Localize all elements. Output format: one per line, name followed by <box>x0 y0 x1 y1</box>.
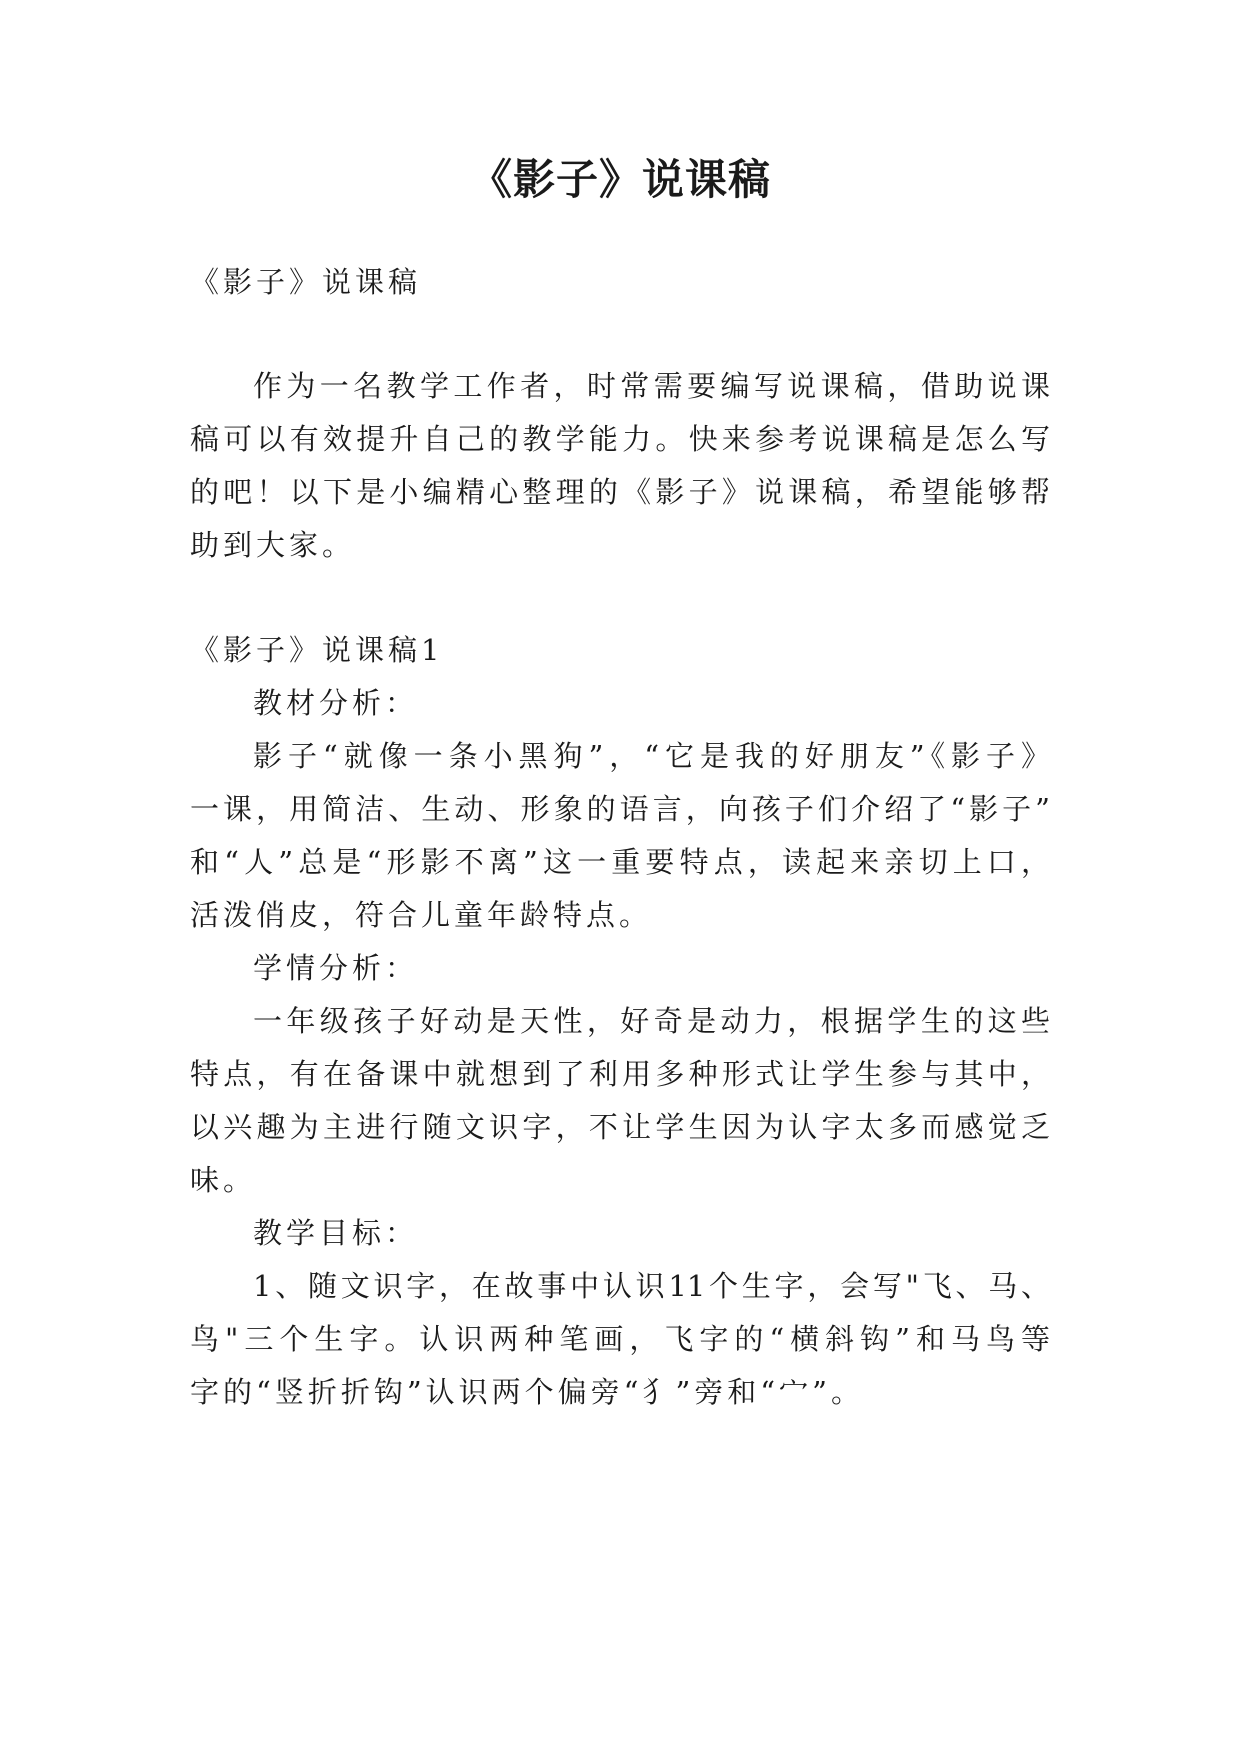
learner-line-1: 一年级孩子好动是天性，好奇是动力，根据学生的这些 <box>253 1004 1050 1038</box>
learner-line-3: 以兴趣为主进行随文识字，不让学生因为认字太多而感觉乏 <box>190 1110 1050 1144</box>
learner-line-4: 味。 <box>190 1163 257 1197</box>
material-heading: 教材分析： <box>253 686 419 720</box>
intro-line-2: 稿可以有效提升自己的教学能力。快来参考说课稿是怎么写 <box>190 422 1050 456</box>
goals-heading: 教学目标： <box>253 1216 419 1250</box>
learner-heading: 学情分析： <box>253 951 419 985</box>
material-line-1: 影子“就像一条小黑狗”，“它是我的好朋友”《影子》 <box>253 739 1050 773</box>
goal1-line-3: 字的“竖折折钩”认识两个偏旁“犭”旁和“宀”。 <box>190 1375 864 1409</box>
material-line-3: 和“人”总是“形影不离”这一重要特点，读起来亲切上口， <box>190 845 1050 879</box>
intro-line-1: 作为一名教学工作者，时常需要编写说课稿，借助说课 <box>253 369 1050 403</box>
material-line-4: 活泼俏皮，符合儿童年龄特点。 <box>190 898 653 932</box>
intro-line-4: 助到大家。 <box>190 528 356 562</box>
document-title: 《影子》说课稿 <box>469 155 771 204</box>
material-line-2: 一课，用简洁、生动、形象的语言，向孩子们介绍了“影子” <box>190 792 1050 826</box>
goal1-line-2: 鸟"三个生字。认识两种笔画，飞字的“横斜钩”和马鸟等 <box>190 1322 1050 1356</box>
learner-line-2: 特点，有在备课中就想到了利用多种形式让学生参与其中， <box>190 1057 1050 1091</box>
intro-line-3: 的吧！以下是小编精心整理的《影子》说课稿，希望能够帮 <box>190 475 1050 509</box>
document-subtitle: 《影子》说课稿 <box>190 265 422 299</box>
section-heading: 《影子》说课稿1 <box>190 633 444 667</box>
goal1-line-1: 1、随文识字，在故事中认识11个生字，会写"飞、马、 <box>253 1269 1050 1303</box>
